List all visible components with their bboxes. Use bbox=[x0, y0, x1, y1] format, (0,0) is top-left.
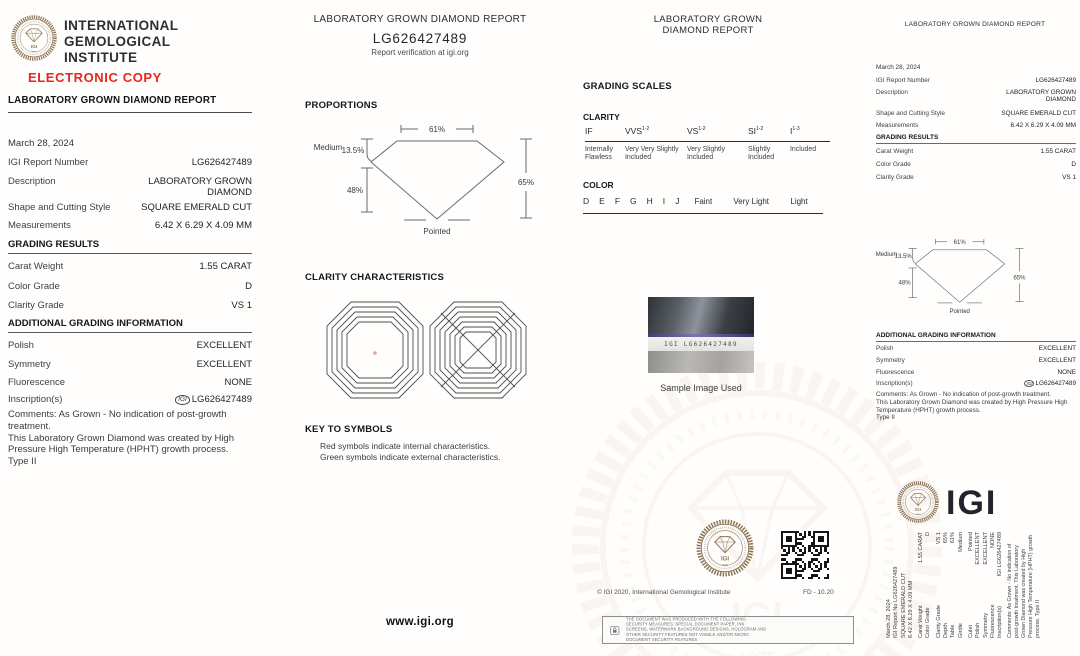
igi-inscription-mark-icon: IGI bbox=[1026, 381, 1033, 386]
igi-seal-logo bbox=[10, 14, 58, 62]
key-to-symbols-text: Red symbols indicate internal characteristics. Green symbols indicate external characteristics. bbox=[320, 441, 501, 462]
shape-row bbox=[8, 202, 252, 213]
clarity-characteristics-heading: CLARITY CHARACTERISTICS bbox=[305, 272, 445, 283]
clarity-scale-codes: IF VVS$^{1-2}$ VS$^{1-2}$ SI$^{1-2}$ $I^{1-3}$ bbox=[585, 126, 830, 142]
key-to-symbols-heading: KEY TO SYMBOLS bbox=[305, 424, 393, 435]
website-text: www.igi.org bbox=[385, 616, 455, 628]
clarity-plot-crown bbox=[325, 300, 425, 400]
clarity-scale-descriptions: Internally Flawless Very Very Slightly Included Very Slightly Included Slightly Included Included bbox=[585, 146, 817, 162]
mini-comments-block: Comments: As Grown - No indication of post-growth treatment. This Laboratory Grown Diamond was created by High Pressure High Temperature (HPHT) growth process. Type II bbox=[876, 391, 1068, 422]
polish-row: Polish EXCELLENT bbox=[8, 340, 252, 351]
mini-proportions-diagram bbox=[873, 230, 1041, 318]
shape-value: SQUARE EMERALD CUT bbox=[141, 202, 252, 213]
mini-additional-heading: ADDITIONAL GRADING INFORMATION bbox=[876, 332, 1076, 342]
shape-label: Shape and Cutting Style bbox=[8, 202, 111, 213]
measurements-value: 6.42 X 6.29 X 4.09 MM bbox=[154, 220, 252, 231]
svg-text:61%: 61% bbox=[953, 239, 966, 246]
svg-text:61%: 61% bbox=[428, 125, 446, 134]
stub-row: Color Grade D bbox=[925, 532, 932, 638]
svg-text:Medium: Medium bbox=[313, 143, 343, 152]
inclusion-symbol bbox=[373, 351, 376, 354]
verification-note: Report verification at igi.org bbox=[371, 48, 469, 57]
mini-color-row: Color Grade D bbox=[876, 161, 1076, 168]
sample-photo bbox=[648, 297, 754, 373]
report-title-right-column: LABORATORY GROWN DIAMOND REPORT bbox=[653, 14, 763, 36]
color-scale-heading: COLOR bbox=[583, 180, 614, 190]
clarity-row: Clarity Grade VS 1 bbox=[8, 300, 252, 311]
clarity-plot-pavilion bbox=[428, 300, 528, 400]
mini-symmetry-row: Symmetry EXCELLENT bbox=[876, 357, 1076, 364]
description-row bbox=[8, 176, 252, 198]
mini-clarity-row: Clarity Grade VS 1 bbox=[876, 174, 1076, 181]
report-title-left: LABORATORY GROWN DIAMOND REPORT bbox=[8, 95, 252, 113]
clarity-scale bbox=[585, 126, 830, 162]
stub-row: Culet Pointed bbox=[967, 532, 974, 638]
stub-comments: Comments: As Grown - No indication of post-growth treatment. This Laboratory Grown Diamond was created by High Pressure High Temperature (HPHT) growth process. Type II bbox=[1007, 534, 1041, 638]
rotated-stub bbox=[886, 532, 1054, 638]
security-lock-icon bbox=[610, 623, 620, 638]
color-row: Color Grade D bbox=[8, 281, 252, 292]
symmetry-row: Symmetry EXCELLENT bbox=[8, 359, 252, 370]
stub-row: Clarity Grade VS 1 bbox=[935, 532, 942, 638]
report-number-middle: LG626427489 bbox=[372, 31, 468, 46]
institute-name-line3: INSTITUTE bbox=[64, 50, 138, 65]
stub-row: Fluorescence NONE bbox=[989, 532, 996, 638]
clarity-scale-heading: CLARITY bbox=[583, 112, 620, 122]
igi-logotype: IGI bbox=[946, 484, 998, 522]
description-label: Description bbox=[8, 176, 56, 187]
report-number-value: LG626427489 bbox=[191, 157, 252, 168]
stub-shape: SQUARE EMERALD CUT bbox=[900, 572, 907, 638]
proportions-diagram bbox=[308, 112, 558, 242]
igi-certification-seal bbox=[695, 518, 755, 578]
sample-caption: Sample Image Used bbox=[660, 383, 742, 393]
carat-row: Carat Weight 1.55 CARAT bbox=[8, 261, 252, 272]
svg-text:13.5%: 13.5% bbox=[341, 146, 365, 155]
svg-text:Pointed: Pointed bbox=[423, 227, 451, 236]
girdle-inscription-band: IGI LG626427489 bbox=[648, 337, 754, 351]
stub-row: Table 61% bbox=[950, 532, 957, 638]
svg-text:65%: 65% bbox=[1013, 275, 1026, 282]
mini-grading-results-heading: GRADING RESULTS bbox=[876, 134, 1076, 144]
svg-text:48%: 48% bbox=[346, 186, 364, 195]
mini-description-row: Description LABORATORY GROWN DIAMOND bbox=[876, 89, 1076, 103]
color-scale-letters: D E F G H I J bbox=[583, 196, 680, 206]
inscription-value: IGI LG626427489 bbox=[175, 394, 252, 405]
mini-report-number-row: IGI Report Number LG626427489 bbox=[876, 77, 1076, 84]
report-number-label: IGI Report Number bbox=[8, 157, 89, 168]
rotated-stub-content bbox=[886, 532, 1054, 638]
report-number-row bbox=[8, 157, 252, 168]
stub-date: March 28, 2024 bbox=[886, 599, 892, 638]
stub-report-no: IGI Report No LG626427489 bbox=[893, 566, 900, 638]
security-notice-text: THE DOCUMENT WAS PRODUCED WITH THE FOLLOWING SECURITY MEASURES: SPECIAL DOCUMENT PAPER, INK SCREENS, WATERMARK BACKGROUND DESIGNS, HOLOGRAM AND OTHER SECURITY FEATURES NOT VISIBLE AND/OR MICRO DOCUMENT SECURITY FEATURES bbox=[625, 617, 766, 643]
form-code: FD - 10.20 bbox=[803, 589, 834, 596]
stub-measurements: 6.42 X 6.29 X 4.09 MM bbox=[907, 580, 914, 638]
igi-logo-seal-right bbox=[896, 480, 940, 524]
mini-fluorescence-row: Fluorescence NONE bbox=[876, 369, 1076, 376]
electronic-copy-label: ELECTRONIC COPY bbox=[28, 70, 162, 85]
stub-row: Girdle Medium bbox=[957, 532, 964, 638]
description-value: LABORATORY GROWN DIAMOND bbox=[148, 176, 252, 198]
fluorescence-row: Fluorescence NONE bbox=[8, 377, 252, 388]
security-notice-box bbox=[602, 616, 854, 644]
measurements-label: Measurements bbox=[8, 220, 71, 231]
color-scale: D E F G H I J Faint Very Light Light bbox=[583, 196, 823, 214]
svg-text:Pointed: Pointed bbox=[949, 308, 970, 315]
stub-row: Carat Weight 1.55 CARAT bbox=[918, 532, 925, 638]
institute-name bbox=[64, 18, 178, 66]
sample-photo-light-band bbox=[648, 351, 754, 373]
svg-text:48%: 48% bbox=[898, 280, 911, 287]
qr-code bbox=[781, 531, 829, 579]
svg-text:13.5%: 13.5% bbox=[894, 253, 912, 260]
report-title-middle: LABORATORY GROWN DIAMOND REPORT bbox=[313, 14, 527, 25]
report-date: March 28, 2024 bbox=[8, 138, 75, 149]
grading-results-heading: GRADING RESULTS bbox=[8, 239, 252, 254]
inscription-row: Inscription(s) IGI LG626427489 bbox=[8, 394, 252, 405]
proportions-heading: PROPORTIONS bbox=[305, 100, 378, 111]
mini-inscription-row: Inscription(s) IGI LG626427489 bbox=[876, 380, 1076, 387]
stub-row: Polish EXCELLENT bbox=[975, 532, 982, 638]
stub-row: Depth 65% bbox=[943, 532, 950, 638]
mini-report-date: March 28, 2024 bbox=[876, 64, 921, 71]
mini-measurements-row: Measurements 6.42 X 6.29 X 4.09 MM bbox=[876, 122, 1076, 129]
measurements-row bbox=[8, 220, 252, 231]
institute-name-line1: INTERNATIONAL bbox=[64, 18, 179, 33]
mini-carat-row: Carat Weight 1.55 CARAT bbox=[876, 148, 1076, 155]
stub-row: Symmetry EXCELLENT bbox=[982, 532, 989, 638]
institute-name-line2: GEMOLOGICAL bbox=[64, 34, 171, 49]
mini-polish-row: Polish EXCELLENT bbox=[876, 345, 1076, 352]
stub-row: Inscription(s) IGI LG626427489 bbox=[997, 532, 1004, 638]
copyright-text: © IGI 2020, International Gemological Institute bbox=[597, 589, 731, 596]
grading-scales-heading: GRADING SCALES bbox=[583, 81, 672, 92]
report-title-mini: LABORATORY GROWN DIAMOND REPORT bbox=[904, 21, 1046, 28]
igi-inscription-mark-icon: IGI bbox=[175, 395, 190, 405]
svg-text:65%: 65% bbox=[517, 178, 535, 187]
svg-text:Medium: Medium bbox=[875, 251, 898, 258]
additional-heading: ADDITIONAL GRADING INFORMATION bbox=[8, 318, 252, 333]
sample-photo-dark-band bbox=[648, 297, 754, 334]
mini-shape-row: Shape and Cutting Style SQUARE EMERALD CUT bbox=[876, 110, 1076, 117]
comments-block: Comments: As Grown - No indication of post-growth treatment. This Laboratory Grown Diamond was created by High Pressure High Temperature (HPHT) growth process. Type II bbox=[8, 409, 234, 468]
